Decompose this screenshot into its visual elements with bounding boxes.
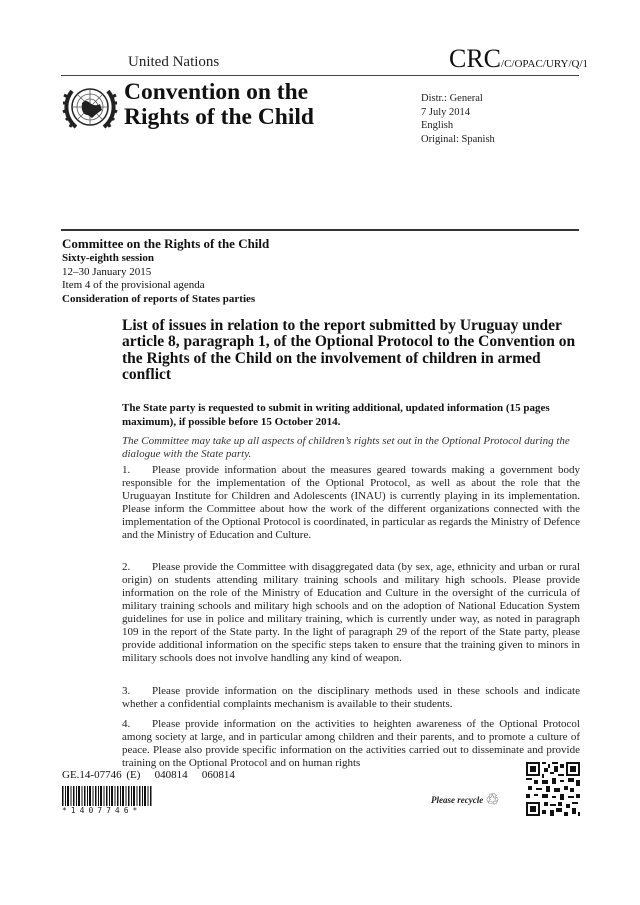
un-emblem-icon <box>62 83 118 133</box>
header-divider <box>61 75 579 76</box>
original-language: Original: Spanish <box>421 133 495 145</box>
job-number: GE.14-07746 (E) <box>62 769 141 781</box>
paragraph-text: Please provide information on the activities to heighten awareness of the Optional Protocol among society at large, and in particular among children and their parents, and to promote a culture of peace. Please also provide specific information on the activities carried out to disseminate and provide training on the Optional Protocol and on human rights <box>122 718 580 769</box>
paragraph-number: 3. <box>122 685 131 697</box>
symbol-main: CRC <box>449 44 502 73</box>
qr-code-icon <box>526 762 580 816</box>
convention-title <box>124 80 314 130</box>
recycle-label: Please recycle <box>431 795 484 805</box>
document-symbol <box>449 44 588 74</box>
barcode-number: *1407746* <box>62 806 142 815</box>
section-divider <box>61 229 579 231</box>
paragraph-4 <box>122 718 580 770</box>
paragraph-1 <box>122 464 580 542</box>
paragraph-number: 4. <box>122 718 131 730</box>
distribution-block <box>421 92 495 146</box>
submission-request: The State party is requested to submit in writing additional, updated information (15 pages maximum), if possible before 15 October 2014. <box>122 402 550 428</box>
language: English <box>421 120 454 131</box>
committee-block <box>62 236 269 306</box>
recycle-icon: ♲ <box>485 792 500 809</box>
issue-date: 7 July 2014 <box>421 106 471 118</box>
agenda-item: Item 4 of the provisional agenda <box>62 279 205 292</box>
paragraph-text: Please provide information about the measures geared towards making a government body responsible for the implementation of the Optional Protocol, as well as about the role that the Uruguayan Institute for Children and Adolescents (INAU) is currently playing in its implementation. Please inform the Committee about how the work of the different organizations connected with the implementation of the Optional Protocol is coordinated, in particular as regards the Ministry of Defence and the Ministry of Education and Culture. <box>122 464 580 541</box>
date-code-2: 060814 <box>201 769 235 781</box>
paragraph-number: 1. <box>122 464 131 476</box>
paragraph-number: 2. <box>122 561 131 573</box>
date-code-1: 040814 <box>154 769 188 781</box>
agenda-title: Consideration of reports of States parties <box>62 292 256 305</box>
barcode-icon <box>62 786 152 806</box>
paragraph-3 <box>122 685 580 711</box>
paragraph-2 <box>122 561 580 665</box>
session-dates: 12–30 January 2015 <box>62 265 152 278</box>
convention-title-line2: Rights of the Child <box>124 104 314 130</box>
paragraph-text: Please provide the Committee with disaggregated data (by sex, age, ethnicity and urban or rural origin) on students attending military training schools and military high schools. Please provide information on the role of the Ministry of Education and Culture in the oversight of the curricula of military training schools and military high schools and on the adoption of National Education System guidelines for use in police and military training, which is currently under way, as noted in paragraph 109 in the report of the State party. In the light of paragraph 29 of the report of the State party, please provide additional information on the specific steps taken to ensure that the training given to minors in military schools does not involve handling any kind of weapon. <box>122 561 580 664</box>
committee-note: The Committee may take up all aspects of children’s rights set out in the Optional Protocol during the dialogue with the State party. <box>122 435 570 460</box>
paragraph-text: Please provide information on the disciplinary methods used in these schools and indicate whether a confidential complaints mechanism is available to their students. <box>122 685 580 710</box>
convention-title-line1: Convention on the <box>124 79 309 105</box>
session: Sixty-eighth session <box>62 252 154 264</box>
committee-name: Committee on the Rights of the Child <box>62 236 270 251</box>
document-title: List of issues in relation to the report submitted by Uruguay under article 8, paragraph 1, of the Optional Protocol to the Convention on the Rights of the Child on the involvement of children in armed conflict <box>122 317 576 383</box>
distribution: Distr.: General <box>421 93 483 104</box>
symbol-suffix: /C/OPAC/URY/Q/1 <box>501 58 589 70</box>
organization-name: United Nations <box>128 54 220 70</box>
recycle-notice <box>431 790 500 810</box>
footer-document-code <box>62 769 235 781</box>
